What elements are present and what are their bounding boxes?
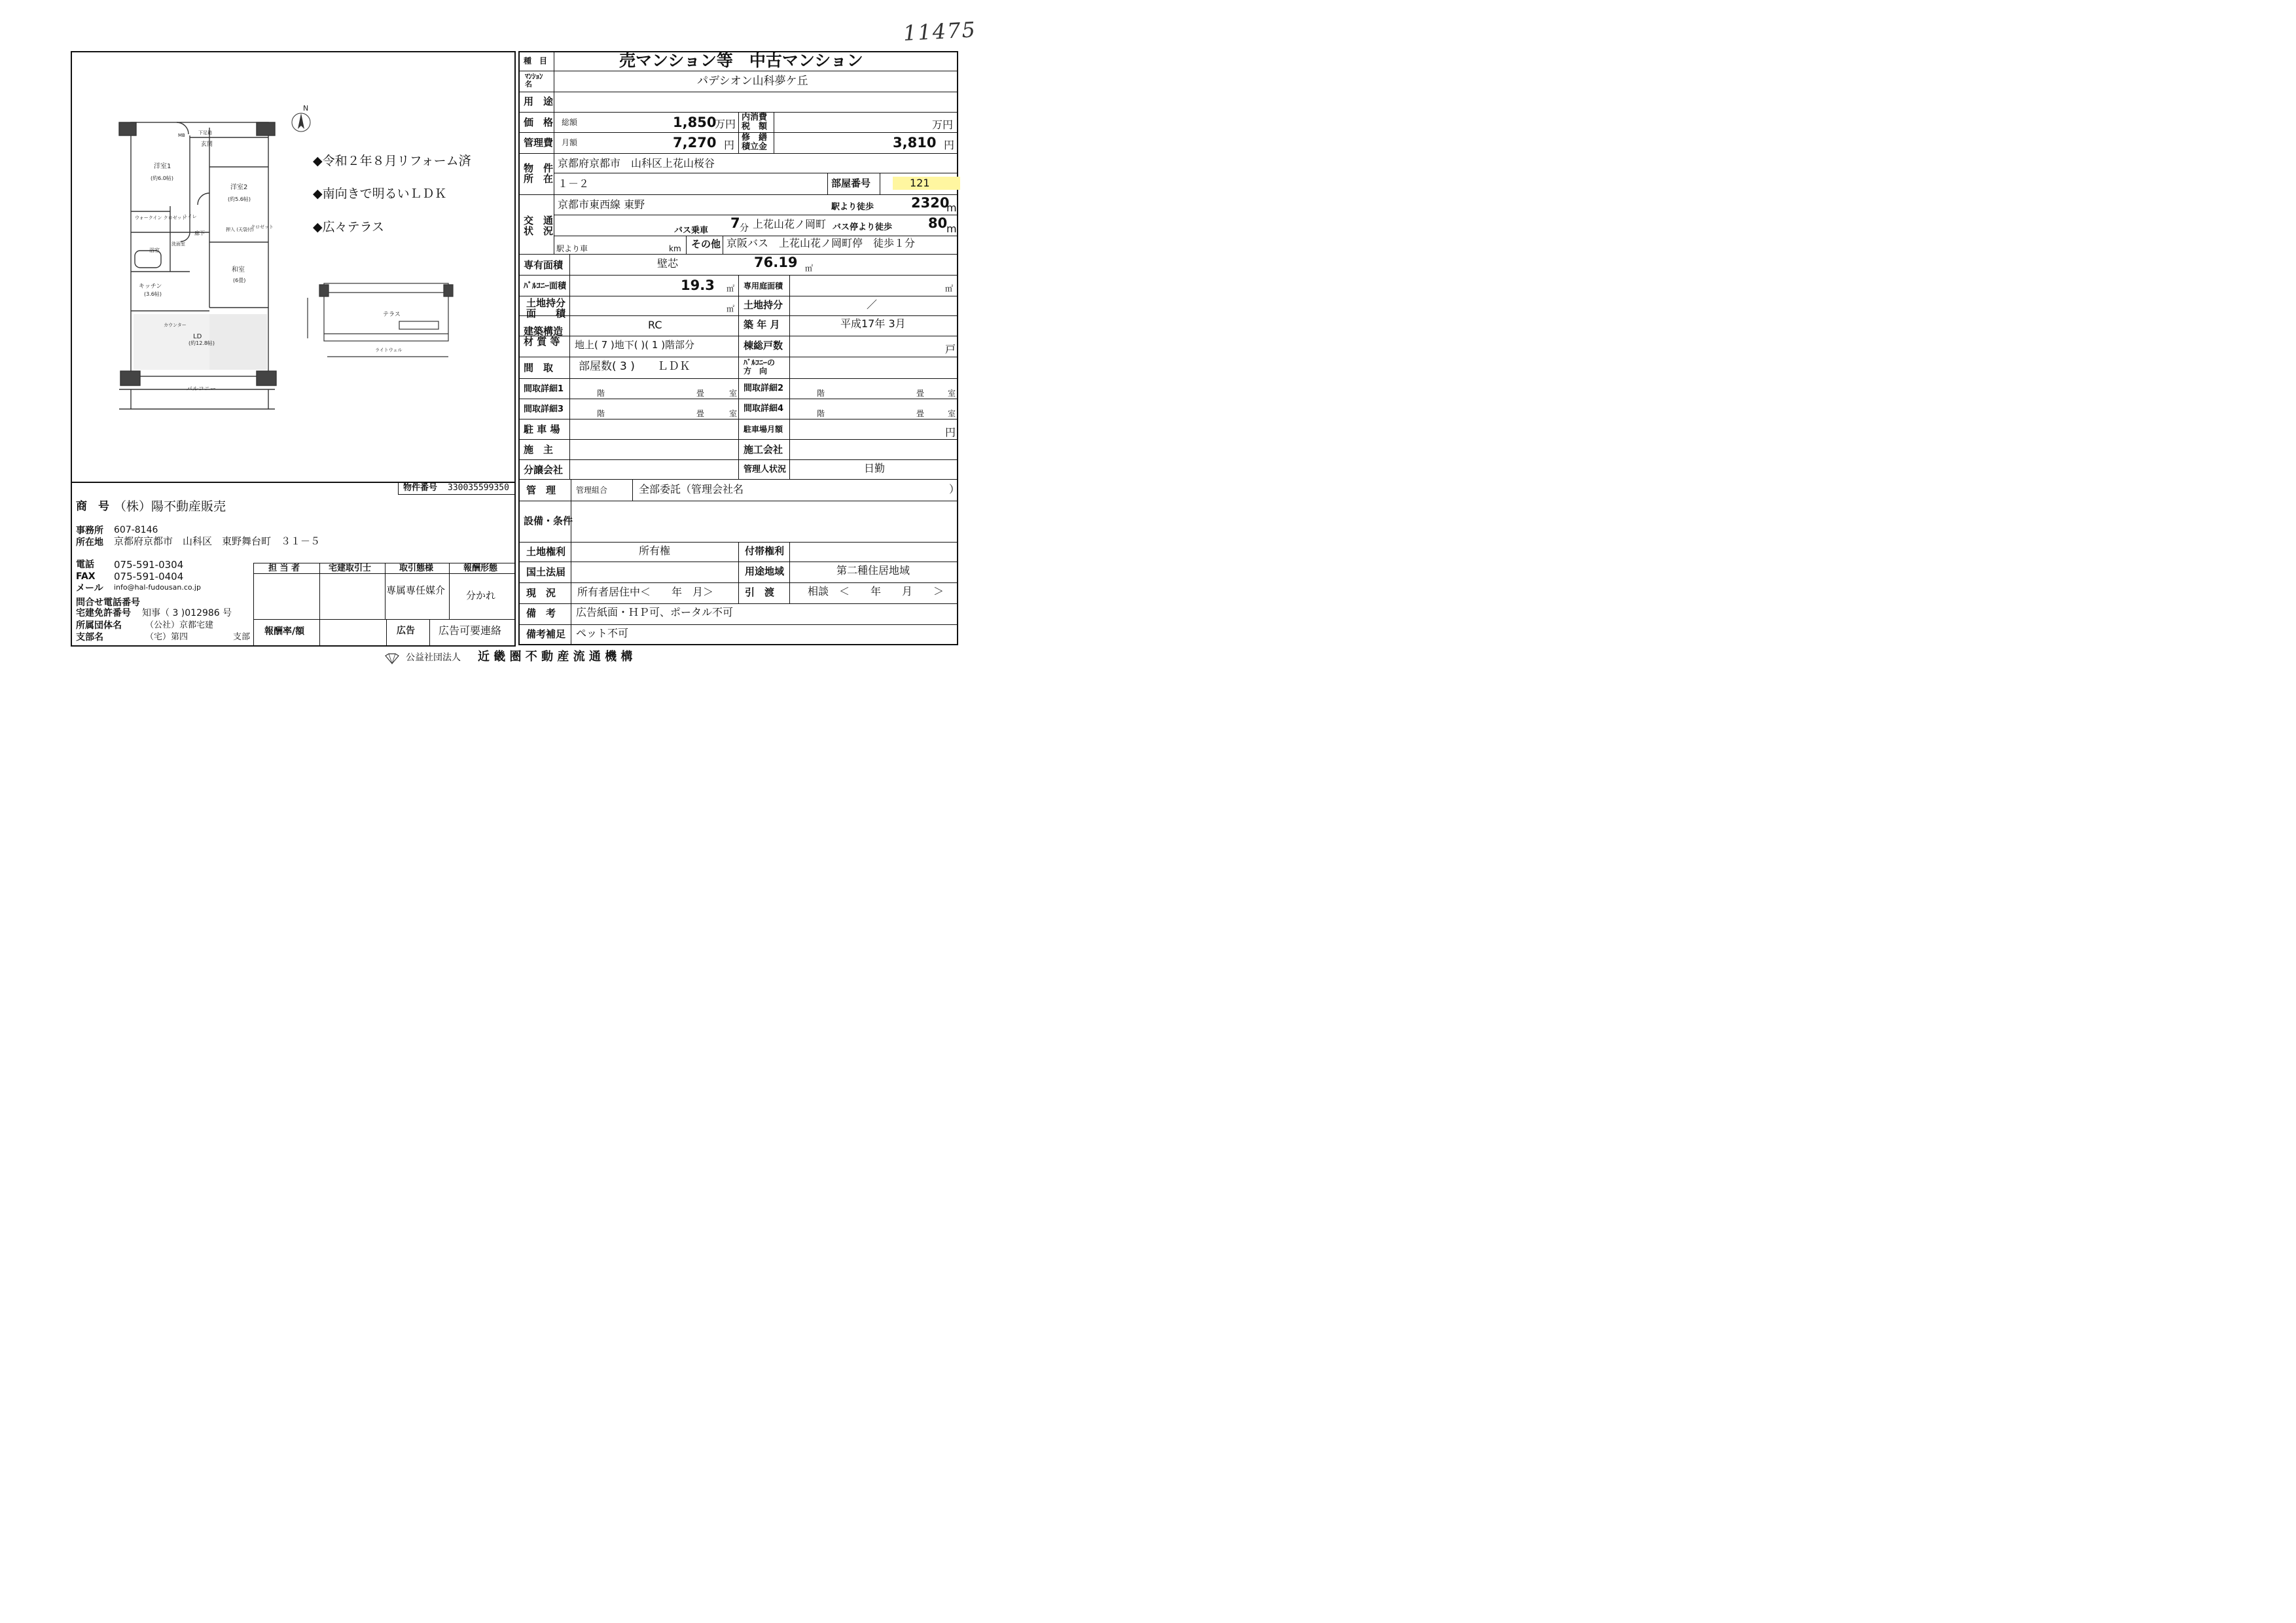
built-label: 築 年 月: [744, 319, 780, 330]
fee-form: 分かれ: [466, 590, 496, 601]
organization-logo-icon: [385, 653, 399, 665]
staff-header-4: 報酬形態: [463, 563, 498, 573]
bus-walk-unit: m: [946, 223, 957, 235]
price-value: 1,850: [673, 115, 717, 130]
transport-label: 交 通 状 況: [524, 215, 554, 237]
remarks-label: 備 考: [526, 607, 556, 619]
land-right-label: 土地権利: [526, 546, 566, 558]
transaction-type: 専属専任媒介: [386, 584, 446, 596]
assoc-label: 所属団体名: [76, 620, 122, 631]
parking-fee-label: 駐車場月額: [744, 425, 783, 434]
station-walk-unit: m: [946, 202, 957, 214]
units-label: 棟総戸数: [744, 340, 783, 351]
room-washroom: 洗面室: [171, 241, 185, 247]
room-shoebox: 下足箱: [198, 130, 212, 135]
room-western2-size: (約5.6帖): [228, 196, 251, 202]
detail1-room: 室: [729, 389, 738, 398]
national-law-label: 国土法届: [526, 566, 566, 578]
detail4-label: 間取詳細4: [744, 404, 784, 414]
bus-minutes: 7: [730, 215, 740, 231]
spec-table-rule: [827, 173, 828, 194]
detail2-label: 間取詳細2: [744, 383, 784, 393]
remarks2-label: 備考補足: [526, 628, 566, 640]
handover-label: 引 渡: [745, 586, 775, 598]
staff-header-3: 取引態様: [399, 563, 434, 573]
spec-table-rule: [789, 275, 790, 459]
room-closet: クロゼット: [251, 224, 274, 230]
management-value: 全部委託（管理会社名: [639, 483, 744, 495]
balcony-area-label: ﾊﾞﾙｺﾆｰ面積: [524, 281, 567, 291]
station-walk-label: 駅より徒歩: [831, 202, 874, 212]
ad-value: 広告可要連絡: [439, 624, 502, 637]
management-label: 管 理: [526, 484, 556, 496]
repair-value: 3,810: [893, 135, 937, 151]
room-ld-size: (約12.8帖): [188, 340, 215, 346]
bus-stop: 上花山花ノ岡町: [753, 218, 827, 230]
room-toilet: トイレ: [183, 214, 197, 219]
location-label: 物 件 所 在: [524, 162, 554, 185]
detail3-mat: 畳: [696, 409, 705, 418]
terrace-label: テラス: [383, 312, 401, 318]
tel-label: 電話: [76, 560, 94, 570]
equipment-label: 設備・条件: [524, 515, 573, 527]
station-dist-unit: km: [669, 244, 681, 253]
spec-table-rule: [738, 542, 739, 603]
mansion-name: パデシオン山科夢ケ丘: [697, 75, 808, 88]
structure-value: RC: [648, 319, 662, 331]
room-japanese-size: (6畳): [233, 277, 246, 283]
staff-table-rule: [429, 619, 430, 647]
detail3-room: 室: [729, 409, 738, 418]
balcony-area-unit: ㎡: [726, 284, 735, 293]
property-number-label: 物件番号: [403, 483, 438, 493]
company-tel: 075-591-0304: [114, 559, 184, 571]
spec-table-rule: [518, 624, 958, 625]
management-sub: 管理組合: [576, 486, 608, 495]
company-branch: （宅）第四: [145, 632, 188, 642]
office-label: 事務所 所在地: [76, 526, 103, 548]
detail2-mat: 畳: [916, 389, 925, 398]
balcony-area-value: 19.3: [681, 277, 715, 293]
manager-label: 管理人状況: [744, 465, 787, 474]
room-bath: 浴室: [149, 247, 160, 253]
area-unit: ㎡: [805, 264, 814, 273]
mail-label: メール: [76, 583, 103, 594]
room-entrance: 玄関: [201, 141, 213, 148]
company-license: 知事（ 3 )012986 号: [142, 608, 232, 618]
room-kitchen-size: (3.6帖): [144, 291, 162, 297]
staff-table-rule: [386, 619, 387, 647]
land-share: ／: [867, 298, 878, 311]
company-address: 京都府京都市 山科区 東野舞台町 ３１－５: [114, 535, 321, 547]
parking-fee-unit: 円: [945, 426, 956, 438]
bus-minutes-unit: 分: [740, 223, 749, 234]
staff-header-1: 担 当 者: [268, 563, 300, 573]
room-hallway: 廊下: [194, 230, 205, 236]
spec-table-rule: [738, 112, 739, 153]
room-mb: MB: [178, 133, 185, 138]
remarks2-value: ペット不可: [576, 627, 629, 639]
room-western1-size: (約6.0帖): [151, 175, 173, 181]
company-fax: 075-591-0404: [114, 571, 184, 582]
ad-label: 広告: [397, 626, 415, 636]
feature-3: ◆広々テラス: [313, 220, 385, 234]
remarks-value: 広告紙面・ＨＰ可、ポータル不可: [576, 606, 734, 618]
status-label: 現 況: [526, 587, 556, 599]
company-name-label: 商 号: [76, 500, 109, 513]
spec-table-rule: [632, 479, 633, 501]
staff-table-rule: [449, 563, 450, 619]
bus-walk-value: 80: [928, 215, 948, 231]
floors-value: 地上( 7 )地下( )( 1 )階部分: [575, 339, 695, 351]
other-transport: 京阪バス 上花山花ノ岡町停 徒歩１分: [726, 237, 916, 249]
spec-table-rule: [569, 254, 570, 479]
company-assoc: （公社）京都宅建: [145, 620, 214, 630]
zoning-value: 第二種住居地域: [836, 564, 910, 577]
station-dist-label: 駅より車: [556, 244, 588, 253]
status-value: 所有者居住中＜ 年 月＞: [577, 586, 714, 598]
detail2-floor: 階: [817, 389, 825, 398]
room-balcony: バルコニー: [187, 386, 217, 393]
spec-table-rule: [789, 459, 790, 479]
staff-table-rule: [319, 563, 320, 647]
branch-label: 支部名: [76, 632, 103, 643]
area-label: 専有面積: [524, 259, 564, 271]
handwritten-number: 11475: [903, 17, 977, 46]
room-kitchen: キッチン: [139, 283, 162, 290]
detail1-label: 間取詳細1: [524, 384, 564, 394]
north-label: N: [303, 104, 309, 113]
detail4-floor: 階: [817, 409, 825, 418]
detail1-mat: 畳: [696, 389, 705, 398]
bus-label: バス乗車: [674, 226, 709, 236]
bus-walk-label: バス停より徒歩: [833, 223, 893, 232]
mansion-name-label: ﾏﾝｼｮﾝ 名: [525, 72, 543, 88]
room-no: 121: [893, 177, 960, 190]
owner-label: 施 主: [524, 444, 554, 455]
manager-value: 日勤: [864, 462, 886, 474]
area-value: 76.19: [754, 255, 798, 270]
spec-table-rule: [518, 254, 958, 255]
company-mail: info@hal-fudousan.co.jp: [114, 583, 201, 592]
parking-label: 駐 車 場: [524, 423, 560, 435]
detail3-label: 間取詳細3: [524, 404, 564, 414]
land-share-label: 土地持分: [744, 299, 783, 311]
property-number-value: 330035599350: [448, 483, 509, 493]
tax-label: 内消費 税 額: [742, 113, 768, 132]
floor-plan: [111, 101, 465, 416]
other-transport-label: その他: [691, 238, 721, 250]
room-western1: 洋室1: [154, 163, 171, 170]
license-label: 宅建免許番号: [76, 608, 131, 618]
garden-area-label: 専用庭面積: [744, 281, 783, 291]
detail4-mat: 畳: [916, 409, 925, 418]
north-arrow-icon: [292, 113, 310, 132]
spec-table-rule: [518, 153, 958, 154]
attached-right-label: 付帯権利: [745, 545, 785, 557]
built-value: 平成17年 3月: [840, 317, 906, 330]
repair-unit: 円: [944, 139, 955, 151]
detail4-room: 室: [948, 409, 956, 418]
room-western2: 洋室2: [230, 184, 248, 191]
footer-org-prefix: 公益社団法人: [406, 652, 461, 663]
mgmt-fee-unit: 円: [724, 139, 735, 151]
builder-label: 施工会社: [744, 444, 783, 455]
spec-table-rule: [738, 275, 739, 459]
staff-table-rule: [385, 563, 386, 619]
seller-label: 分譲会社: [524, 464, 564, 476]
branch-suffix: 支部: [233, 632, 251, 642]
use-label: 用 途: [524, 96, 554, 107]
station-line: 京都市東西線 東野: [558, 198, 645, 211]
room-oshiire: 押入 (天袋付): [226, 227, 254, 232]
inquiry-label: 問合せ電話番号: [76, 597, 140, 608]
lightwell-label: ライトウェル: [375, 348, 403, 353]
detail1-floor: 階: [597, 389, 605, 398]
land-area-unit: ㎡: [726, 304, 735, 313]
land-area-label: 土地持分 面 積: [526, 297, 566, 319]
spec-table-rule: [686, 236, 687, 254]
zoning-label: 用途地域: [745, 565, 785, 577]
room-japanese: 和室: [232, 266, 245, 274]
handover-value: 相談 ＜ 年 月 ＞: [808, 585, 944, 597]
location-line-2: １－２: [558, 177, 590, 190]
balcony-direction-label: ﾊﾞﾙｺﾆｰの 方 向: [744, 358, 776, 376]
company-postal: 607-8146: [114, 525, 158, 535]
spec-table-rule: [789, 542, 790, 603]
feature-2: ◆南向きで明るいＬＤＫ: [313, 187, 447, 201]
location-line-1: 京都府京都市 山科区上花山桜谷: [558, 157, 715, 169]
type-label: 種 目: [524, 56, 548, 65]
units-unit: 戸: [945, 343, 956, 355]
structure-label: 建築構造 材 質 等: [524, 325, 564, 348]
price-sub: 総額: [562, 118, 578, 127]
staff-header-2: 宅建取引士: [329, 563, 372, 573]
company-name: （株）陽不動産販売: [114, 499, 226, 514]
staff-table-rule: [253, 619, 516, 620]
spec-table-rule: [518, 194, 958, 195]
tax-unit: 万円: [932, 118, 954, 131]
mgmt-fee-label: 管理費: [524, 137, 554, 149]
layout-label: 間 取: [524, 362, 554, 374]
spec-table-rule: [518, 603, 958, 604]
room-no-label: 部屋番号: [831, 177, 871, 189]
detail3-floor: 階: [597, 409, 605, 418]
fax-label: FAX: [76, 571, 96, 582]
repair-label: 修 繕 積立金: [742, 133, 768, 152]
room-walkin: ウォークイン クロゼット: [135, 215, 187, 221]
area-type: 壁芯: [657, 257, 679, 270]
fee-rate-label: 報酬率/額: [264, 626, 305, 637]
layout-value: 部屋数( 3 ) ＬＤＫ: [579, 360, 691, 373]
room-ld: LD: [193, 333, 202, 340]
property-type: 売マンション等 中古マンション: [619, 51, 863, 70]
footer-org-name: 近 畿 圏 不 動 産 流 通 機 構: [478, 650, 633, 664]
detail2-room: 室: [948, 389, 956, 398]
land-right-value: 所有権: [639, 544, 671, 557]
mgmt-fee-value: 7,270: [673, 135, 717, 151]
management-close: ）: [949, 483, 960, 495]
garden-area-unit: ㎡: [945, 284, 954, 293]
spec-table-rule: [738, 459, 739, 479]
feature-1: ◆令和２年８月リフォーム済: [313, 154, 471, 168]
price-unit: 万円: [715, 118, 736, 130]
room-counter: カウンター: [164, 323, 187, 328]
spec-table-rule: [518, 479, 958, 480]
station-walk-value: 2320: [911, 195, 950, 211]
price-label: 価 格: [524, 116, 554, 128]
mgmt-fee-sub: 月額: [562, 138, 578, 147]
